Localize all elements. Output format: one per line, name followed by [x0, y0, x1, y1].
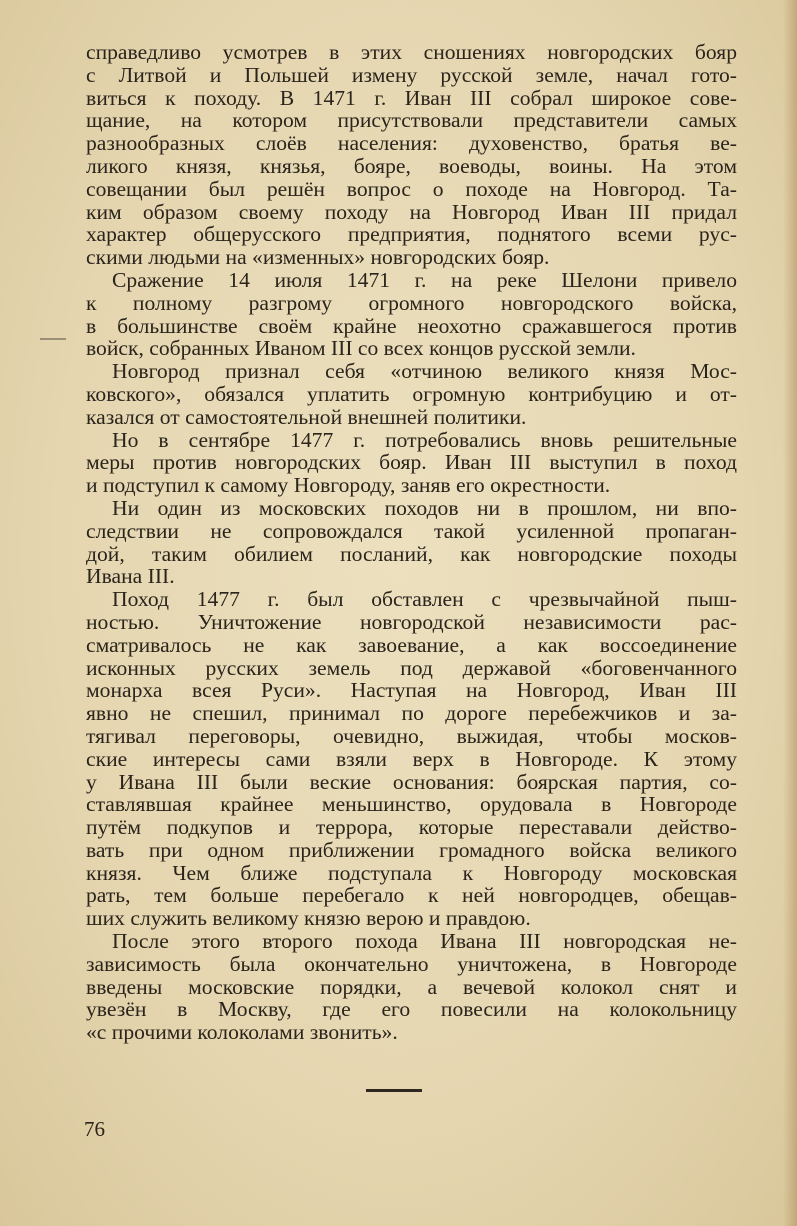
text-line: ностью. Уничтожение новгородской независимости рас- [86, 609, 737, 634]
text-line: и подступил к самому Новгороду, заняв его окрестности. [86, 473, 611, 498]
text-line: вать при одном приближении громадного войска великого [86, 837, 737, 862]
text-line: князя. Чем ближе подступала к Новгороду московская [86, 860, 737, 885]
text-line: виться к походу. В 1471 г. Иван III собрал широкое сове- [86, 85, 737, 110]
text-line: ликого князя, князья, бояре, воеводы, воины. На этом [86, 153, 737, 178]
margin-pencil-mark [40, 338, 66, 340]
text-line: меры против новгородских бояр. Иван III выступил в поход [86, 450, 737, 475]
text-line: исконных русских земель под державой «боговенчанного [86, 655, 737, 680]
text-line: совещании был решён вопрос о походе на Новгород. Та- [86, 176, 737, 201]
text-line: увезён в Москву, где его повесили на колокольницу [86, 997, 737, 1022]
text-line: Новгород признал себя «отчиною великого князя Мос- [112, 359, 737, 384]
text-line: введены московские порядки, а вечевой колокол снят и [86, 974, 737, 999]
text-line: ким образом своему походу на Новгород Иван III придал [86, 199, 737, 224]
text-line: ские интересы сами взяли верх в Новгороде. К этому [86, 746, 737, 771]
text-line: у Ивана III были веские основания: боярская партия, со- [86, 769, 737, 794]
text-line: монарха всея Руси». Наступая на Новгород, Иван III [86, 678, 737, 703]
text-line: следствии не сопровождался такой усиленной пропаган- [86, 518, 737, 543]
text-line: справедливо усмотрев в этих сношениях новгородских бояр [86, 40, 737, 64]
text-line: с Литвой и Польшей измену русской земле, начал гото- [86, 62, 737, 87]
text-line: разнообразных слоёв населения: духовенство, братья ве- [86, 131, 737, 156]
text-line: Сражение 14 июля 1471 г. на реке Шелони привело [112, 267, 737, 292]
text-line: дой, таким обилием посланий, как новгородские походы [86, 541, 737, 566]
text-line: Ивана III. [86, 564, 175, 589]
text-line: сматривалось не как завоевание, а как воссоединение [86, 632, 737, 657]
text-line: Но в сентябре 1477 г. потребовались вновь решительные [112, 427, 737, 452]
text-line: ставлявшая крайнее меньшинство, орудовала в Новгороде [86, 792, 737, 817]
text-line: щание, на котором присутствовали представители самых [86, 108, 737, 133]
text-line: в большинстве своём крайне неохотно сражавшегося против [86, 313, 737, 338]
text-line: ших служить великому князю верою и правдою. [86, 906, 531, 931]
text-line: Ни один из московских походов ни в прошлом, ни впо- [112, 495, 737, 520]
text-line: явно не спешил, принимал по дороге перебежчиков и за- [86, 701, 737, 726]
text-line: зависимость была окончательно уничтожена, в Новгороде [86, 951, 737, 976]
text-line: рать, тем больше перебегало к ней новгородцев, обещав- [86, 883, 737, 908]
section-end-rule [366, 1089, 422, 1092]
page-edge-shadow [783, 0, 797, 1226]
text-line: казался от самостоятельной внешней политики. [86, 404, 527, 429]
text-line: После этого второго похода Ивана III новгородская не- [112, 929, 737, 954]
text-line: «с прочими колоколами звонить». [86, 1020, 398, 1045]
text-line: ковского», обязался уплатить огромную контрибуцию и от- [86, 381, 737, 406]
text-line: тягивал переговоры, очевидно, выжидая, чтобы москов- [86, 723, 737, 748]
text-line: характер общерусского предприятия, поднятого всеми рус- [86, 222, 737, 247]
page-number: 76 [84, 1117, 105, 1141]
text-line: Поход 1477 г. был обставлен с чрезвычайной пыш- [112, 587, 737, 612]
body-text [86, 41, 737, 1044]
text-line: скими людьми на «изменных» новгородских бояр. [86, 245, 550, 270]
text-line: путём подкупов и террора, которые переставали действо- [86, 815, 737, 840]
text-line: к полному разгрому огромного новгородского войска, [86, 290, 737, 315]
text-line: войск, собранных Иваном III со всех концов русской земли. [86, 336, 636, 361]
